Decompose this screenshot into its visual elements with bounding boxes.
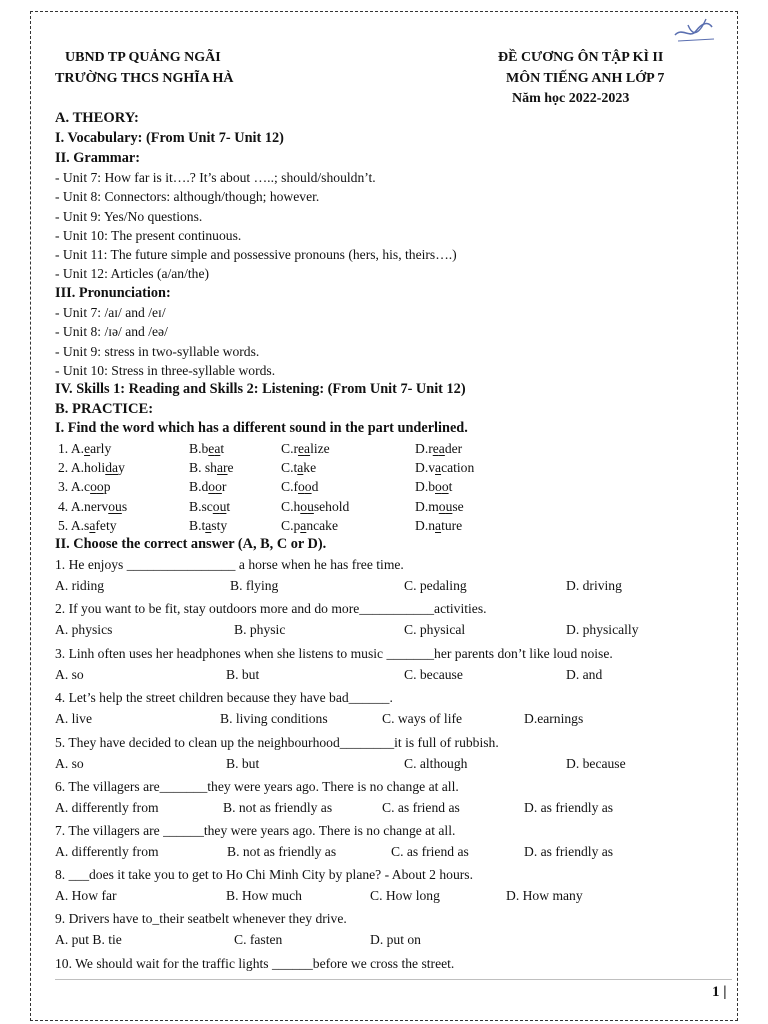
part1-instruction: I. Find the word which has a different sound in the part underlined. — [55, 420, 468, 436]
answer-option: A. How far — [55, 888, 117, 903]
pronunciation-heading: III. Pronunciation: — [55, 285, 171, 301]
word-prefix: 5. A.s — [58, 518, 90, 533]
answer-option: C. physical — [404, 622, 466, 637]
underlined-letter: u — [219, 499, 227, 514]
word-option — [415, 517, 462, 534]
answer-option: C. fasten — [234, 932, 283, 947]
underlined-letter: e — [298, 441, 305, 456]
answer-option: D. put on — [370, 932, 421, 947]
word-prefix: D.r — [415, 441, 433, 456]
word-suffix: p — [103, 479, 111, 494]
underlined-part — [108, 499, 122, 514]
word-prefix: 3. A.c — [58, 479, 91, 494]
word-suffix: lize — [310, 441, 330, 456]
underlined-part — [217, 460, 228, 475]
word-option — [415, 440, 462, 457]
underlined-letter: o — [108, 499, 116, 514]
answer-option: A. riding — [55, 578, 105, 593]
word-prefix: D.m — [415, 499, 439, 514]
underlined-letter: a — [214, 441, 221, 456]
word-prefix: C.p — [281, 518, 301, 533]
answer-option: B. flying — [230, 578, 279, 593]
word-suffix: r — [221, 479, 227, 494]
underlined-letter: d — [105, 460, 113, 475]
underlined-letter: u — [115, 499, 122, 514]
question-text: 2. If you want to be fit, stay outdoors more and do more___________activities. — [55, 601, 487, 616]
underlined-letter: o — [96, 479, 104, 494]
underlined-letter: o — [298, 479, 305, 494]
word-prefix: C.h — [281, 499, 301, 514]
school-year: Năm học 2022-2023 — [512, 91, 630, 106]
answer-option: D. as friendly as — [524, 844, 614, 859]
answer-option: C. pedaling — [404, 578, 467, 593]
underlined-letter: a — [438, 441, 445, 456]
word-prefix: B.b — [189, 441, 209, 456]
word-suffix: se — [452, 499, 464, 514]
word-suffix: ture — [441, 518, 463, 533]
practice-title: B. PRACTICE: — [55, 401, 154, 417]
word-prefix: C.t — [281, 460, 298, 475]
word-suffix: t — [448, 479, 453, 494]
answer-option: B. not as friendly as — [227, 844, 337, 859]
word-suffix: t — [226, 499, 231, 514]
word-prefix: B.sc — [189, 499, 213, 514]
underlined-letter: u — [307, 499, 314, 514]
underlined-letter: o — [212, 499, 220, 514]
doc-subject: MÔN TIẾNG ANH LỚP 7 — [506, 71, 665, 86]
underlined-letter: a — [112, 460, 119, 475]
underlined-part — [439, 499, 453, 514]
underlined-letter: a — [300, 518, 307, 533]
word-option — [415, 459, 474, 476]
skills-heading: IV. Skills 1: Reading and Skills 2: Listening: (From Unit 7- Unit 12) — [55, 381, 466, 397]
word-suffix: y — [118, 460, 125, 475]
underlined-letter: o — [208, 479, 216, 494]
word-prefix: C.f — [281, 479, 298, 494]
grammar-item: - Unit 10: The present continuous. — [55, 228, 242, 243]
answer-option: A. so — [55, 667, 84, 682]
underlined-letter: a — [89, 518, 96, 533]
underlined-part — [213, 499, 227, 514]
word-prefix: B.d — [189, 479, 209, 494]
answer-option: A. physics — [55, 622, 113, 637]
word-prefix: D.n — [415, 518, 436, 533]
underlined-part — [435, 479, 449, 494]
pronunciation-item: - Unit 7: /aɪ/ and /eɪ/ — [55, 305, 166, 320]
underlined-letter: u — [445, 499, 453, 514]
word-suffix: ke — [303, 460, 317, 475]
doc-title: ĐỀ CƯƠNG ÔN TẬP KÌ II — [498, 50, 664, 65]
theory-title: A. THEORY: — [55, 110, 139, 126]
school-name: TRƯỜNG THCS NGHĨA HÀ — [55, 71, 234, 86]
answer-option: B. physic — [234, 622, 286, 637]
answer-option: C. as friend as — [391, 844, 469, 859]
word-suffix: s — [121, 499, 128, 514]
word-suffix: der — [444, 441, 463, 456]
vocabulary-heading: I. Vocabulary: (From Unit 7- Unit 12) — [55, 130, 284, 146]
underlined-part — [433, 441, 445, 456]
answer-option: D. as friendly as — [524, 800, 614, 815]
pronunciation-item: - Unit 10: Stress in three-syllable words. — [55, 363, 276, 378]
answer-option: D. physically — [566, 622, 639, 637]
answer-option: A. live — [55, 711, 92, 726]
word-suffix: d — [311, 479, 319, 494]
word-option — [189, 459, 234, 476]
question-text: 3. Linh often uses her headphones when she listens to music _______her parents don’t like loud noise. — [55, 646, 613, 661]
word-suffix: e — [227, 460, 234, 475]
underlined-letter: o — [438, 499, 446, 514]
pronunciation-item: - Unit 9: stress in two-syllable words. — [55, 344, 260, 359]
word-option — [281, 478, 318, 495]
word-option — [281, 459, 316, 476]
underlined-part — [90, 479, 104, 494]
answer-option: A. differently from — [55, 844, 159, 859]
word-option — [281, 498, 349, 515]
answer-option: B. How much — [226, 888, 302, 903]
word-suffix: arly — [90, 441, 112, 456]
answer-option: D. driving — [566, 578, 622, 593]
word-prefix: D.v — [415, 460, 436, 475]
underlined-letter: o — [300, 499, 308, 514]
word-prefix: 4. A.nerv — [58, 499, 109, 514]
grammar-heading: II. Grammar: — [55, 150, 140, 166]
word-suffix: fety — [95, 518, 117, 533]
word-prefix: 2. A.holi — [58, 460, 106, 475]
word-option — [58, 440, 111, 457]
word-suffix: cation — [441, 460, 475, 475]
word-prefix: D.b — [415, 479, 436, 494]
word-prefix: C.r — [281, 441, 298, 456]
signature-mark — [672, 13, 718, 49]
word-option — [189, 478, 226, 495]
word-suffix: t — [220, 441, 225, 456]
pronunciation-item: - Unit 8: /ɪə/ and /eə/ — [55, 324, 168, 339]
answer-option: D.earnings — [524, 711, 584, 726]
underlined-letter: a — [435, 460, 442, 475]
grammar-item: - Unit 8: Connectors: although/though; however. — [55, 189, 320, 204]
word-suffix: sehold — [313, 499, 350, 514]
word-prefix: B. sh — [189, 460, 217, 475]
answer-option: D. because — [566, 756, 626, 771]
word-option — [189, 498, 230, 515]
answer-option: A. so — [55, 756, 84, 771]
footer-divider — [55, 979, 732, 980]
grammar-item: - Unit 7: How far is it….? It’s about …..; should/shouldn’t. — [55, 170, 376, 185]
underlined-part — [300, 499, 314, 514]
answer-option: C. How long — [370, 888, 440, 903]
question-text: 1. He enjoys ________________ a horse when he has free time. — [55, 557, 404, 572]
word-option — [189, 440, 224, 457]
answer-option: C. although — [404, 756, 468, 771]
word-option — [58, 517, 117, 534]
underlined-letter: e — [432, 441, 439, 456]
question-text: 5. They have decided to clean up the neighbourhood________it is full of rubbish. — [55, 735, 499, 750]
underlined-part — [208, 479, 222, 494]
answer-option: A. put B. tie — [55, 932, 122, 947]
underlined-part — [105, 460, 118, 475]
answer-option: C. ways of life — [382, 711, 463, 726]
word-suffix: ncake — [306, 518, 339, 533]
grammar-item: - Unit 12: Articles (a/an/the) — [55, 266, 210, 281]
answer-option: B. not as friendly as — [223, 800, 333, 815]
underlined-letter: o — [435, 479, 442, 494]
underlined-letter: a — [205, 518, 212, 533]
school-district: UBND TP QUẢNG NGÃI — [65, 50, 221, 65]
word-option — [58, 459, 125, 476]
grammar-item: - Unit 9: Yes/No questions. — [55, 209, 203, 224]
underlined-letter: e — [84, 441, 91, 456]
underlined-letter: o — [441, 479, 449, 494]
underlined-part — [208, 441, 220, 456]
underlined-letter: a — [435, 518, 442, 533]
word-option — [189, 517, 227, 534]
question-text: 8. ___does it take you to get to Ho Chi Minh City by plane? - About 2 hours. — [55, 867, 473, 882]
grammar-item: - Unit 11: The future simple and possessive pronouns (hers, his, theirs….) — [55, 247, 457, 262]
underlined-part — [298, 479, 312, 494]
underlined-letter: r — [223, 460, 228, 475]
question-text: 7. The villagers are ______they were years ago. There is no change at all. — [55, 823, 456, 838]
answer-option: B. living conditions — [220, 711, 328, 726]
question-text: 9. Drivers have to_their seatbelt whenever they drive. — [55, 911, 347, 926]
word-prefix: B.t — [189, 518, 206, 533]
word-option — [281, 517, 338, 534]
page-number: 1 | — [712, 984, 727, 1000]
word-suffix: sty — [211, 518, 228, 533]
answer-option: C. as friend as — [382, 800, 460, 815]
answer-option: B. but — [226, 756, 260, 771]
underlined-letter: e — [208, 441, 215, 456]
word-option — [58, 498, 127, 515]
underlined-letter: a — [297, 460, 304, 475]
answer-option: D. and — [566, 667, 603, 682]
word-option — [58, 478, 110, 495]
underlined-letter: o — [304, 479, 312, 494]
part2-instruction: II. Choose the correct answer (A, B, C or D). — [55, 536, 327, 552]
answer-option: A. differently from — [55, 800, 159, 815]
underlined-letter: o — [215, 479, 222, 494]
word-option — [415, 498, 464, 515]
answer-option: D. How many — [506, 888, 583, 903]
word-option — [415, 478, 452, 495]
word-prefix: 1. A. — [58, 441, 85, 456]
underlined-letter: o — [90, 479, 97, 494]
answer-option: C. because — [404, 667, 463, 682]
underlined-letter: a — [216, 460, 223, 475]
question-text: 4. Let’s help the street children because they have bad______. — [55, 690, 393, 705]
question-text: 6. The villagers are_______they were years ago. There is no change at all. — [55, 779, 459, 794]
word-option — [281, 440, 330, 457]
underlined-letter: a — [304, 441, 311, 456]
question-text: 10. We should wait for the traffic lights ______before we cross the street. — [55, 956, 455, 971]
underlined-part — [298, 441, 310, 456]
answer-option: B. but — [226, 667, 260, 682]
